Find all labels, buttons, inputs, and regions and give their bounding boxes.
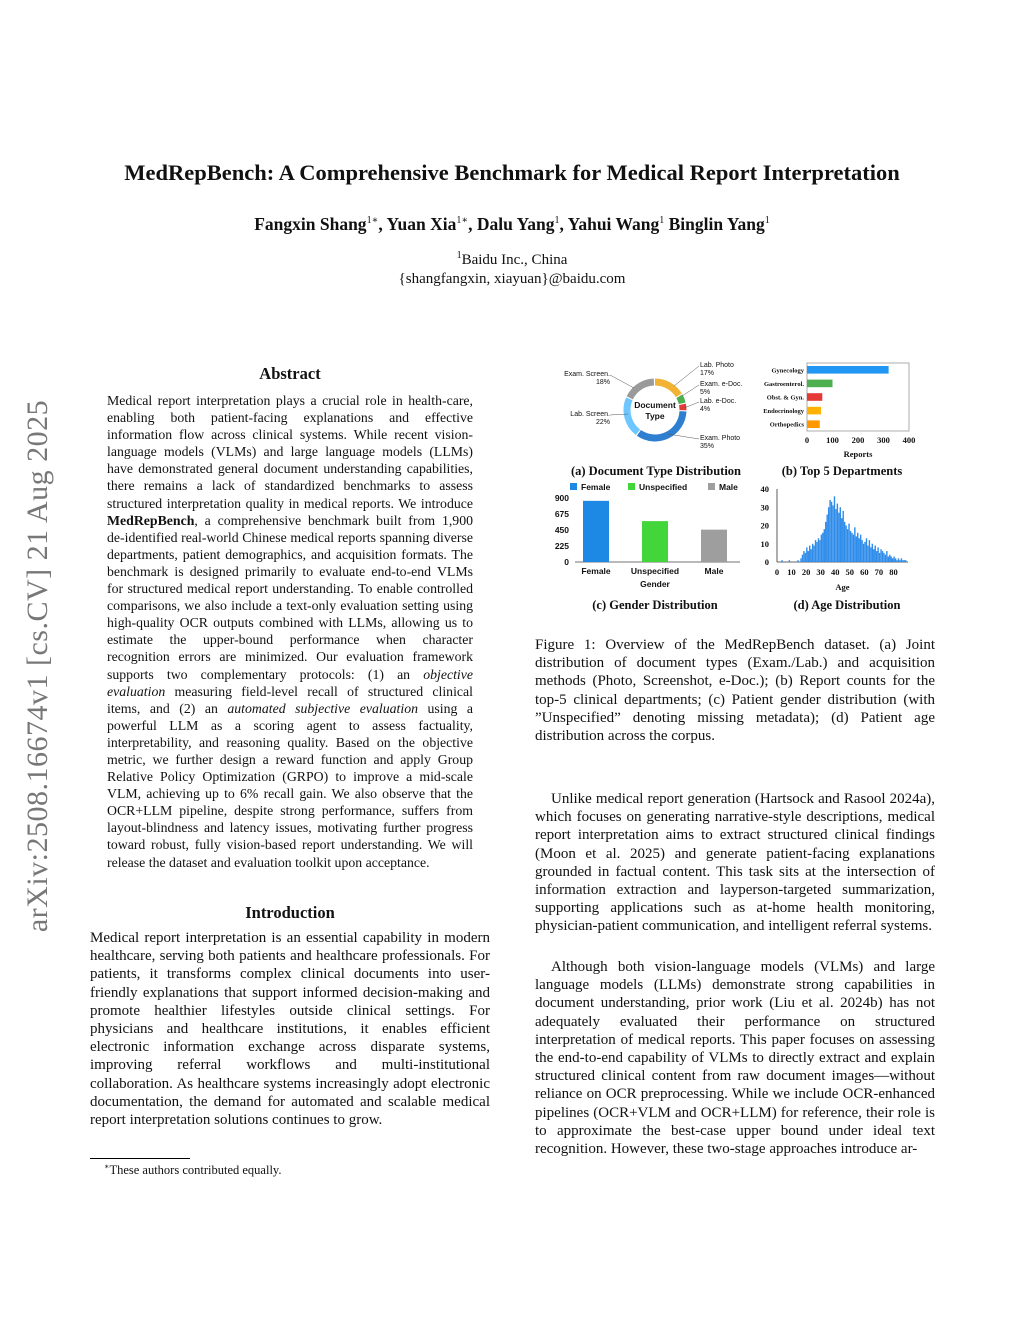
affiliation-block	[0, 246, 1024, 289]
legend-swatch-1	[628, 483, 635, 490]
hist-bar	[863, 544, 864, 562]
hist-bar	[845, 526, 846, 563]
hist-bar	[853, 535, 854, 562]
bar-2	[807, 393, 822, 401]
arxiv-stamp: arXiv:2508.16674v1 [cs.CV] 21 Aug 2025	[21, 399, 54, 933]
chart-top-departments	[752, 358, 922, 483]
hist-bar	[880, 549, 881, 562]
hist-bar	[886, 551, 887, 562]
y-tick-label: 0	[764, 557, 769, 567]
hist-bar	[882, 551, 883, 562]
hist-bar	[826, 515, 827, 562]
introduction-heading: Introduction	[245, 903, 335, 922]
author-name: Dalu Yang	[476, 214, 555, 234]
x-tick-label: 50	[845, 567, 855, 577]
donut-leader-3	[684, 402, 699, 408]
hist-bar	[856, 536, 857, 562]
bar-category-label: Endocrinology	[763, 408, 804, 416]
abstract-span: measuring field-level recall of structured clinical items, and (2) an	[107, 683, 473, 716]
x-tick-label: 40	[830, 567, 840, 577]
hist-bar	[854, 527, 855, 562]
abstract-span: using a powerful LLM as a scoring agent to assess factuality, interpretability, and reasoning quality. Based on the objective metric, we further design a reward function and apply Group Relative Policy Optimization (GRPO) to improve a mid-scale VLM, achieving up to 6% recall gain. We also observe that the OCR+LLM pipeline, despite strong performance, suffers from layout-blindness and latency issues, motivating further progress toward robust, fully vision-based report understanding. We will release the dataset and evaluation toolkit upon acceptance.	[107, 700, 474, 870]
hist-bar	[901, 558, 902, 562]
hist-bar	[875, 546, 876, 562]
legend-label: Unspecified	[639, 482, 688, 492]
author-mark: 1	[554, 215, 560, 227]
hist-bar	[885, 555, 886, 562]
author-list	[0, 214, 1024, 235]
hist-bar	[835, 509, 836, 562]
chart-age	[750, 478, 935, 618]
bar-category-label: Gynecology	[771, 367, 804, 375]
bar-1	[807, 380, 833, 388]
bar-category-label: Gastroenterol.	[763, 380, 804, 388]
donut-label: Exam. Screen.	[564, 371, 610, 378]
hist-bar	[905, 560, 906, 562]
author-mark: 1∗	[456, 215, 469, 227]
donut-label: Lab. Screen.	[570, 411, 610, 418]
hist-bar	[828, 507, 829, 562]
hist-bar	[895, 558, 896, 562]
donut-center-label: Type	[645, 411, 665, 421]
hist-bar	[888, 557, 889, 562]
donut-slice-2	[679, 396, 682, 403]
hist-bar	[816, 542, 817, 562]
y-tick-label: 30	[760, 502, 769, 513]
abstract-span: automated subjective evaluation	[227, 700, 418, 716]
hist-bar	[883, 553, 884, 562]
y-tick-label: 450	[554, 525, 569, 535]
x-tick-label: 0	[804, 435, 810, 445]
hist-bar	[809, 546, 810, 562]
author-separator: ,	[559, 214, 568, 234]
donut-label: Lab. Photo	[700, 362, 734, 369]
hist-bar	[831, 502, 832, 562]
y-tick-label: 10	[760, 538, 769, 549]
donut-pct: 35%	[700, 443, 715, 450]
legend-label: Female	[581, 482, 611, 492]
abstract-span: objective evaluation	[107, 666, 473, 699]
chart-title: (d) Age Distribution	[793, 598, 901, 612]
abstract-span: Medical report interpretation plays a crucial role in health-care, enabling both patient-facing explanations and effective information flow across clinical systems. While recent vision-language models (VLMs) and large language models (LLMs) have demonstrated general document understanding capabilities, there remains a lack of standardized benchmarks to assess structured interpretation quality in medical reports. We introduce	[107, 393, 473, 511]
right-paragraph-1: Unlike medical report generation (Hartsock and Rasool 2024a), which focuses on generating narrative-style descriptions, medical report interpretation aims to extract structured clinical findings (Moon et al. 2025) and generate patient-facing explanations grounded in factual content. This task sits at the intersection of information extraction and layperson-targeted summarization, supporting applications such as at-home health monitoring, physician-patient communication, and intelligent referral systems.	[535, 791, 935, 935]
x-axis-label: Gender	[640, 579, 670, 589]
hist-bar	[891, 557, 892, 562]
hist-bar	[866, 538, 867, 562]
bar-0	[807, 366, 889, 374]
author-mark: 1∗	[366, 215, 379, 227]
hist-bar	[838, 513, 839, 562]
x-category-label: Male	[704, 566, 724, 576]
hist-bar	[851, 533, 852, 562]
hist-bar	[825, 522, 826, 562]
paper-title: MedRepBench: A Comprehensive Benchmark for Medical Report Interpretation	[124, 160, 900, 185]
hist-bar	[840, 507, 841, 562]
footnote-rule	[90, 1158, 190, 1159]
hist-bar	[781, 560, 782, 562]
donut-leader-2	[682, 385, 699, 396]
author-mark: 1	[764, 215, 770, 227]
author-name: Yahui Wang	[567, 214, 660, 234]
donut-leader-4	[668, 434, 699, 439]
x-axis-label: Age	[835, 582, 850, 592]
hist-bar	[873, 549, 874, 562]
hist-bar	[822, 533, 823, 562]
affiliation-mark: 1	[456, 250, 462, 261]
hist-bar	[829, 500, 830, 562]
hist-bar	[864, 542, 865, 562]
hist-bar	[892, 558, 893, 562]
y-tick-label: 225	[554, 541, 569, 551]
bar-3	[807, 407, 821, 415]
donut-label: Exam. Photo	[700, 435, 741, 442]
hist-bar	[870, 547, 871, 562]
hist-bar	[819, 540, 820, 562]
donut-slice-3	[682, 404, 683, 410]
donut-label: Exam. e-Doc.	[700, 381, 743, 388]
bar-2	[701, 530, 727, 562]
hist-bar	[824, 529, 825, 562]
donut-pct: 22%	[595, 419, 610, 426]
hist-bar	[893, 557, 894, 562]
x-tick-label: 10	[787, 567, 796, 577]
abstract-span: MedRepBench	[107, 512, 195, 528]
hist-bar	[812, 544, 813, 562]
hist-bar	[834, 496, 835, 562]
author-separator: ,	[378, 214, 387, 234]
hist-bar	[803, 551, 804, 562]
x-tick-label: 60	[860, 567, 869, 577]
hist-bar	[850, 531, 851, 562]
x-tick-label: 0	[774, 567, 780, 577]
y-tick-label: 675	[554, 509, 569, 519]
legend-label: Male	[719, 482, 738, 492]
hist-bar	[847, 529, 848, 562]
right-paragraph-2: Although both vision-language models (VLMs) and large language models (LLMs) demonstrate strong capabilities in document understanding, prior work (Liu et al. 2024b) has not adequately evaluated their performance on structured interpretation of medical reports. This paper focuses on assessing the end-to-end capability of VLMs to directly extract and explain structured clinical content from raw document images—without reliance on OCR preprocessing. While we include OCR-enhanced pipelines (OCR+VLM and OCR+LLM) for reference, their role is to approximate the best-case upper bound under ideal text recognition. However, these two-stage approaches introduce ar-	[535, 959, 935, 1158]
x-tick-label: 200	[851, 435, 865, 445]
hist-bar	[818, 538, 819, 562]
x-tick-label: 20	[801, 567, 811, 577]
affiliation: Baidu Inc., China	[461, 252, 568, 268]
hist-bar	[815, 540, 816, 562]
hist-bar	[808, 551, 809, 562]
y-tick-label: 900	[554, 493, 569, 503]
donut-center-label: Document	[634, 400, 676, 410]
y-tick-label: 0	[564, 557, 569, 567]
donut-leader-1	[674, 366, 699, 386]
chart-title: (c) Gender Distribution	[592, 598, 718, 612]
abstract-body	[107, 392, 473, 871]
donut-slice-0	[630, 382, 654, 398]
footnote-mark: ∗	[104, 1162, 110, 1171]
hist-bar	[872, 544, 873, 562]
hist-bar	[867, 546, 868, 562]
x-tick-label: 30	[816, 567, 825, 577]
donut-pct: 17%	[700, 370, 715, 377]
x-category-label: Unspecified	[630, 566, 680, 576]
chart-title: (a) Document Type Distribution	[570, 464, 742, 478]
bar-category-label: Orthopedics	[769, 421, 804, 429]
author-name: Fangxin Shang	[254, 214, 367, 234]
hist-bar	[810, 549, 811, 562]
author-name: Yuan Xia	[386, 214, 457, 234]
donut-pct: 18%	[595, 379, 610, 386]
abstract-heading: Abstract	[259, 364, 321, 383]
x-tick-label: 400	[902, 435, 916, 445]
donut-pct: 5%	[700, 389, 711, 396]
bar-0	[583, 501, 609, 562]
legend-swatch-2	[708, 483, 715, 490]
hist-bar	[843, 511, 844, 562]
bar-1	[642, 521, 668, 562]
hist-bar	[789, 560, 790, 562]
hist-bar	[889, 555, 890, 562]
hist-bar	[805, 553, 806, 562]
hist-bar	[841, 518, 842, 562]
hist-bar	[837, 504, 838, 562]
figure-caption: Figure 1: Overview of the MedRepBench dataset. (a) Joint distribution of document types (Exam./Lab.) and acquisition methods (Photo, Screenshot, e-Doc.); (b) Report counts for the top-5 clinical departments; (c) Patient gender distribution (with ”Unspecified” denoting missing metadata); (d) Patient age distribution across the corpus.	[535, 637, 935, 745]
hist-bar	[898, 558, 899, 562]
x-category-label: Female	[581, 566, 611, 576]
author-name: Binglin Yang	[668, 214, 765, 234]
hist-bar	[861, 540, 862, 562]
hist-bar	[802, 555, 803, 562]
donut-slice-1	[655, 382, 679, 395]
footnote-text: These authors contributed equally.	[109, 1163, 282, 1178]
hist-bar	[844, 522, 845, 562]
chart-document-type	[556, 358, 756, 483]
hist-bar	[869, 540, 870, 562]
legend-swatch-0	[570, 483, 577, 490]
hist-bar	[860, 535, 861, 562]
hist-bar	[813, 546, 814, 562]
hist-bar	[857, 533, 858, 562]
footnote	[104, 1162, 282, 1178]
bar-category-label: Obst. & Gyn.	[766, 394, 804, 402]
hist-bar	[797, 560, 798, 562]
chart-gender	[540, 478, 745, 618]
hist-bar	[876, 551, 877, 562]
donut-pct: 4%	[700, 406, 711, 413]
abstract-span: , a comprehensive benchmark built from 1,900 de-identified real-world Chinese medical reports spanning diverse departments, patient demographics, and acquisition formats. The benchmark is designed primarily to evaluate end-to-end VLMs for structured medical report understanding. To enable controlled comparisons, we also include a text-only evaluation setting using high-quality OCR outputs combined with LLMs, allowing us to estimate the upper-bound performance when character recognition errors are minimized. Our evaluation framework supports two complementary protocols: (1) an	[107, 512, 473, 682]
x-tick-label: 70	[874, 567, 884, 577]
hist-bar	[800, 558, 801, 562]
y-tick-label: 20	[760, 520, 769, 531]
x-axis-label: Reports	[843, 449, 873, 459]
hist-bar	[859, 538, 860, 562]
bar-4	[807, 420, 820, 428]
hist-bar	[896, 560, 897, 562]
hist-bar	[806, 547, 807, 562]
x-tick-label: 300	[877, 435, 890, 445]
chart-title: (b) Top 5 Departments	[781, 464, 903, 478]
hist-bar	[821, 535, 822, 562]
hist-bar	[832, 505, 833, 562]
hist-bar	[902, 560, 903, 562]
author-mark: 1	[659, 215, 665, 227]
x-tick-label: 100	[826, 435, 839, 445]
author-separator: ,	[468, 214, 477, 234]
donut-label: Lab. e-Doc.	[700, 398, 737, 405]
hist-bar	[879, 553, 880, 562]
hist-bar	[848, 524, 849, 562]
hist-bar	[877, 547, 878, 562]
x-tick-label: 80	[889, 567, 898, 577]
y-tick-label: 40	[760, 484, 769, 494]
emails: {shangfangxin, xiayuan}@baidu.com	[398, 271, 626, 287]
donut-leader-0	[610, 375, 634, 388]
introduction-body: Medical report interpretation is an essential capability in modern healthcare, serving both patients and healthcare professionals. For patients, it transforms complex clinical documents into user-friendly explanations that support informed decision-making and promote healthier lifestyles outside clinical settings. For physicians and healthcare institutions, it enables efficient electronic information exchange across disparate systems, improving referral workflows and multi-institutional collaboration. As healthcare systems increasingly adopt electronic documentation, the demand for automated and scalable medical report interpretation solutions continues to grow.	[90, 930, 490, 1129]
hist-bar	[899, 560, 900, 562]
hist-bar	[904, 560, 905, 562]
